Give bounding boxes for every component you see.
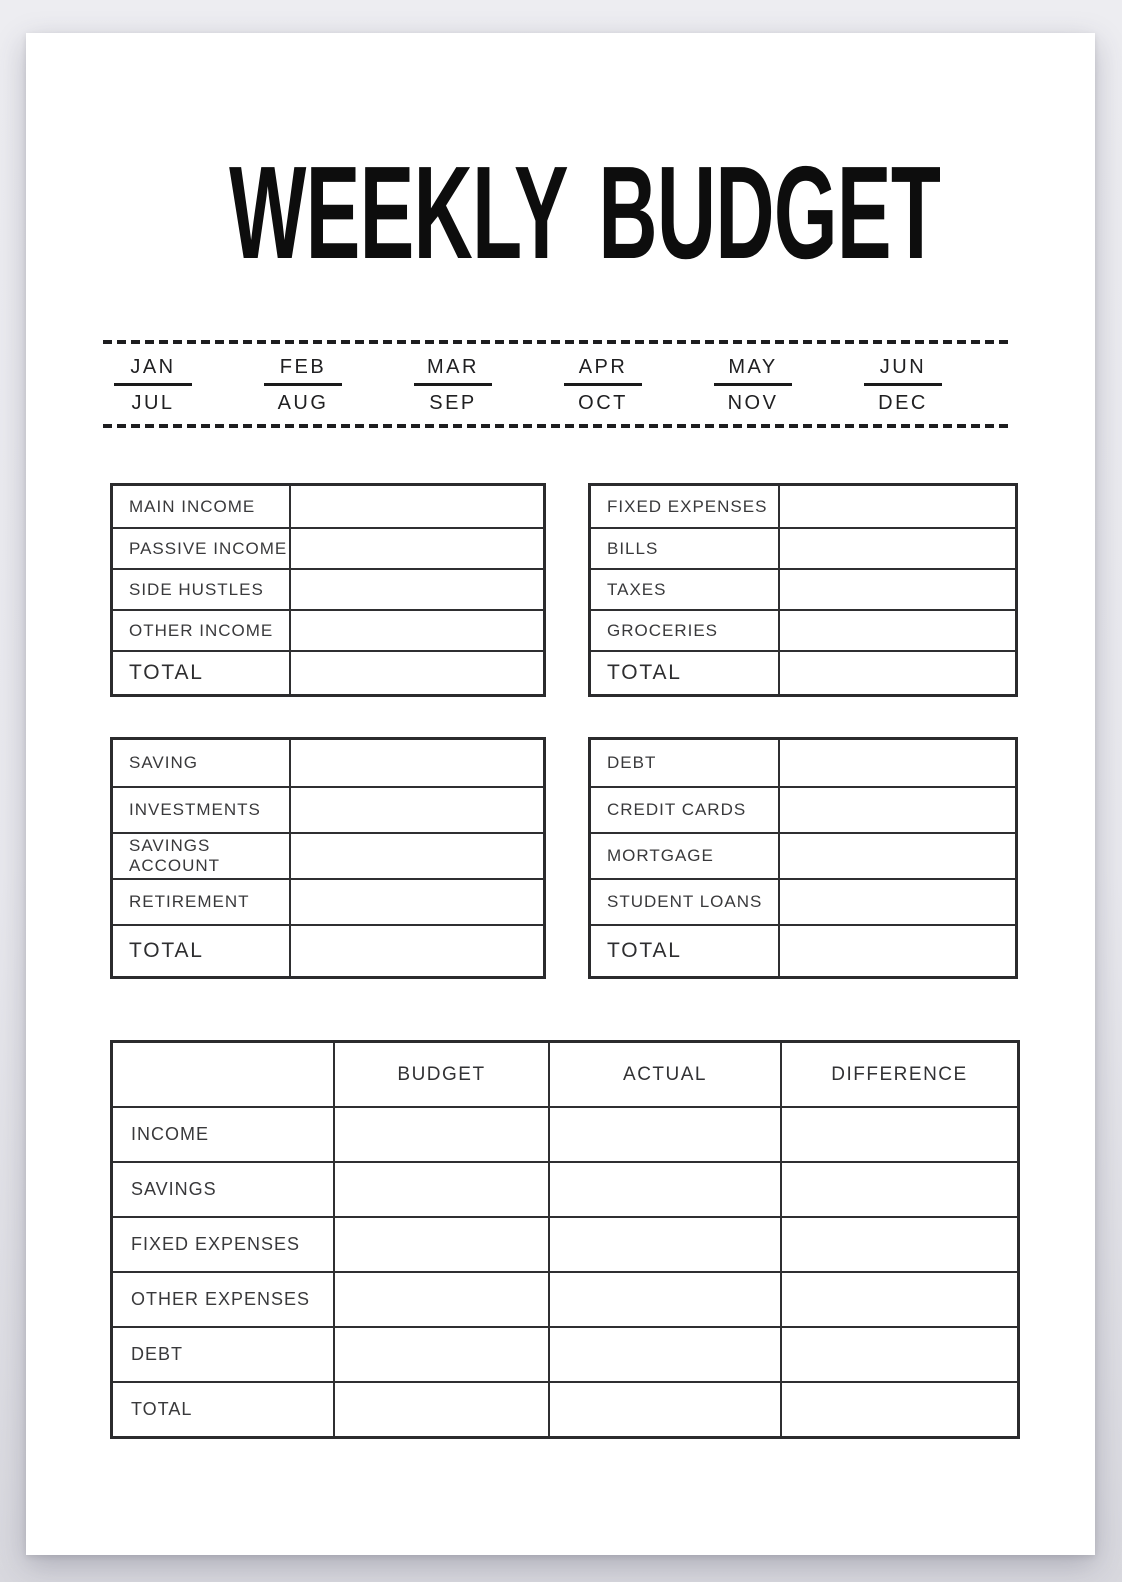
row-label-cell (591, 486, 780, 527)
row-label-cell (113, 1108, 333, 1161)
fixed-expenses-budget-cell[interactable] (333, 1218, 548, 1271)
fixed-expenses-actual-cell[interactable] (548, 1218, 780, 1271)
month-feb[interactable]: FEB (279, 356, 327, 378)
summary-header-budget (333, 1043, 548, 1106)
saving-value-cell[interactable] (291, 740, 543, 786)
month-aug[interactable]: AUG (277, 392, 329, 414)
income-actual-cell[interactable] (548, 1108, 780, 1161)
column-header: DIFFERENCE (831, 1063, 968, 1085)
total-difference-cell[interactable] (780, 1383, 1017, 1436)
row-label-cell (113, 611, 291, 650)
income-table (110, 483, 546, 697)
summary-row-income (113, 1106, 1017, 1161)
table-row (113, 878, 543, 924)
total-budget-cell[interactable] (333, 1383, 548, 1436)
dashed-divider-bottom (103, 424, 1010, 428)
month-underline (864, 383, 942, 386)
table-row (591, 527, 1015, 568)
month-jun[interactable]: JUN (879, 356, 927, 378)
savings-budget-cell[interactable] (333, 1163, 548, 1216)
summary-table (110, 1040, 1020, 1439)
student-loans-value-cell[interactable] (780, 880, 1015, 924)
total-actual-cell[interactable] (548, 1383, 780, 1436)
taxes-value-cell[interactable] (780, 570, 1015, 609)
row-label: MAIN INCOME (129, 496, 256, 516)
main-income-value-cell[interactable] (291, 486, 543, 527)
month-column-2 (228, 355, 378, 415)
row-label: BILLS (607, 538, 659, 558)
row-label: SIDE HUSTLES (129, 579, 264, 599)
row-label-cell (591, 740, 780, 786)
row-label: GROCERIES (607, 620, 719, 640)
months-grid (78, 344, 1010, 424)
row-label-cell (113, 880, 291, 924)
table-row (113, 568, 543, 609)
table-row (591, 609, 1015, 650)
row-label: OTHER INCOME (129, 620, 274, 640)
row-label-cell (591, 529, 780, 568)
month-may[interactable]: MAY (728, 356, 778, 378)
row-label: INVESTMENTS (129, 800, 261, 819)
row-label-cell (113, 486, 291, 527)
debt-difference-cell[interactable] (780, 1328, 1017, 1381)
summary-row-other-expenses (113, 1271, 1017, 1326)
savings-difference-cell[interactable] (780, 1163, 1017, 1216)
month-column-4 (528, 355, 678, 415)
column-header: ACTUAL (623, 1063, 707, 1085)
summary-row-fixed-expenses (113, 1216, 1017, 1271)
row-label-cell (113, 1163, 333, 1216)
row-label: DEBT (607, 753, 657, 772)
row-label-cell (591, 611, 780, 650)
row-label: FIXED EXPENSES (131, 1234, 301, 1254)
month-column-5 (678, 355, 828, 415)
row-label: CREDIT CARDS (607, 800, 747, 819)
investments-value-cell[interactable] (291, 788, 543, 832)
total-row (591, 924, 1015, 976)
bills-value-cell[interactable] (780, 529, 1015, 568)
month-oct[interactable]: OCT (578, 392, 628, 414)
other-expenses-difference-cell[interactable] (780, 1273, 1017, 1326)
summary-row-debt (113, 1326, 1017, 1381)
table-row (113, 786, 543, 832)
summary-header-actual (548, 1043, 780, 1106)
row-label: PASSIVE INCOME (129, 538, 288, 558)
table-row (113, 609, 543, 650)
other-expenses-budget-cell[interactable] (333, 1273, 548, 1326)
debt-value-cell[interactable] (780, 740, 1015, 786)
month-jan[interactable]: JAN (130, 356, 176, 378)
month-sep[interactable]: SEP (429, 392, 477, 414)
retirement-value-cell[interactable] (291, 880, 543, 924)
total-row (113, 650, 543, 694)
row-label-cell (591, 570, 780, 609)
row-label-cell (113, 570, 291, 609)
other-expenses-actual-cell[interactable] (548, 1273, 780, 1326)
month-dec[interactable]: DEC (878, 392, 928, 414)
month-column-1 (78, 355, 228, 415)
row-label: OTHER EXPENSES (131, 1289, 311, 1309)
row-label: DEBT (131, 1344, 184, 1364)
month-selector (103, 340, 1010, 428)
debt-total-value-cell[interactable] (780, 926, 1015, 976)
table-row (591, 878, 1015, 924)
row-label-cell (113, 1218, 333, 1271)
month-mar[interactable]: MAR (427, 356, 479, 378)
table-row (113, 832, 543, 878)
table-row (591, 832, 1015, 878)
savings-total-value-cell[interactable] (291, 926, 543, 976)
month-column-6 (828, 355, 978, 415)
table-row (591, 568, 1015, 609)
month-underline (264, 383, 342, 386)
total-label: TOTAL (607, 661, 682, 684)
debt-actual-cell[interactable] (548, 1328, 780, 1381)
row-label-cell (113, 1273, 333, 1326)
savings-table (110, 737, 546, 979)
fixed-expenses-table (588, 483, 1018, 697)
fixed-expenses-difference-cell[interactable] (780, 1218, 1017, 1271)
table-row (113, 527, 543, 568)
summary-corner-cell (113, 1043, 333, 1106)
income-difference-cell[interactable] (780, 1108, 1017, 1161)
row-label: MORTGAGE (607, 846, 714, 865)
total-row (113, 924, 543, 976)
summary-header-row (113, 1043, 1017, 1106)
row-label-cell (113, 1328, 333, 1381)
table-row (113, 486, 543, 527)
month-jul[interactable]: JUL (131, 392, 175, 414)
month-nov[interactable]: NOV (727, 392, 779, 414)
side-hustles-value-cell[interactable] (291, 570, 543, 609)
summary-row-total (113, 1381, 1017, 1436)
row-label-cell (591, 880, 780, 924)
total-label: TOTAL (129, 939, 204, 962)
income-budget-cell[interactable] (333, 1108, 548, 1161)
row-label: TAXES (607, 579, 667, 599)
row-label-cell (591, 652, 780, 694)
row-label: SAVING (129, 753, 198, 772)
credit-cards-value-cell[interactable] (780, 788, 1015, 832)
row-label-cell (113, 1383, 333, 1436)
row-label-cell (591, 788, 780, 832)
page-title: WEEKLY BUDGET (229, 139, 941, 286)
fixed-expenses-value-cell[interactable] (780, 486, 1015, 527)
summary-row-savings (113, 1161, 1017, 1216)
groceries-value-cell[interactable] (780, 611, 1015, 650)
savings-account-value-cell[interactable] (291, 834, 543, 878)
row-label-cell (113, 740, 291, 786)
row-label-cell (113, 529, 291, 568)
month-underline (114, 383, 192, 386)
debt-table (588, 737, 1018, 979)
row-label: SAVINGS (131, 1179, 217, 1199)
month-underline (714, 383, 792, 386)
total-label: TOTAL (129, 661, 204, 684)
row-label-cell (591, 926, 780, 976)
planner-page (26, 33, 1095, 1555)
column-header: BUDGET (397, 1063, 486, 1085)
month-apr[interactable]: APR (578, 356, 628, 378)
table-row (591, 740, 1015, 786)
row-label: FIXED EXPENSES (607, 496, 768, 516)
savings-actual-cell[interactable] (548, 1163, 780, 1216)
table-row (113, 740, 543, 786)
debt-budget-cell[interactable] (333, 1328, 548, 1381)
row-label: SAVINGS ACCOUNT (129, 836, 221, 875)
row-label-cell (591, 834, 780, 878)
summary-header-difference (780, 1043, 1017, 1106)
total-label: TOTAL (607, 939, 682, 962)
other-income-value-cell[interactable] (291, 611, 543, 650)
mortgage-value-cell[interactable] (780, 834, 1015, 878)
row-label: INCOME (131, 1124, 209, 1144)
month-underline (564, 383, 642, 386)
table-row (591, 786, 1015, 832)
row-label-cell (113, 788, 291, 832)
row-label-cell (113, 652, 291, 694)
row-label: STUDENT LOANS (607, 892, 763, 911)
month-underline (414, 383, 492, 386)
passive-income-value-cell[interactable] (291, 529, 543, 568)
income-total-value-cell[interactable] (291, 652, 543, 694)
total-row (591, 650, 1015, 694)
row-label: TOTAL (131, 1399, 193, 1419)
row-label: RETIREMENT (129, 892, 250, 911)
table-row (591, 486, 1015, 527)
month-column-3 (378, 355, 528, 415)
row-label-cell (113, 834, 291, 878)
fixed-expenses-total-value-cell[interactable] (780, 652, 1015, 694)
row-label-cell (113, 926, 291, 976)
